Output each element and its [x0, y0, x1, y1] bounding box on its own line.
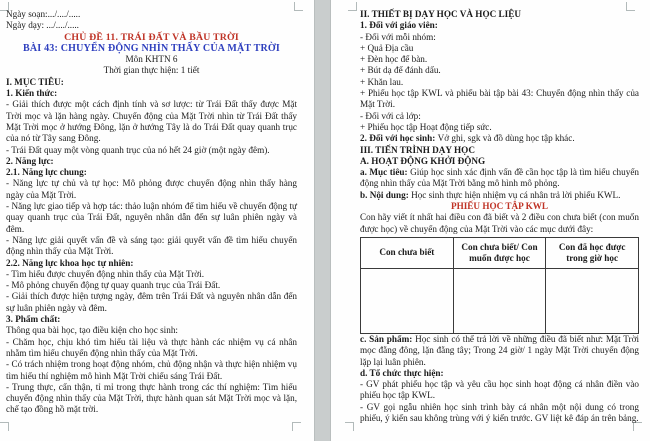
pham-chat-intro: Thông qua bài học, tạo điều kiện cho học sinh: [6, 325, 178, 336]
mon-line: Môn KHTN 6 [125, 54, 178, 65]
heading-thiet-bi: II. THIẾT BỊ DẠY HỌC VÀ HỌC LIỆU [360, 9, 521, 19]
kwl-table [360, 237, 639, 334]
heading-giao-vien: 1. Đối với giáo viên: [360, 20, 438, 31]
heading-nang-luc-chung: 2.1. Năng lực chung: [6, 167, 87, 178]
kien-thuc-item: - Trái Đất quay một vòng quanh trục của nó hết 24 giờ (một ngày đêm). [6, 144, 270, 155]
heading-muc-tieu: I. MỤC TIÊU: [6, 76, 64, 87]
giao-vien-item: + Phiếu học tập KWL và phiếu bài tập bài 43: Chuyển động nhìn thấy của Mặt Trời. [360, 88, 639, 110]
giao-vien-item: - Đối với cả lớp: [360, 110, 421, 121]
document-page-left[interactable] [0, 0, 315, 441]
giao-vien-item: + Phiếu học tập Hoạt động tiếp sức. [360, 121, 492, 132]
ngay-soan-line: Ngày soạn:.../..../..... [6, 9, 81, 19]
kien-thuc-item: - Giải thích được một cách định tính và sơ lược: từ Trái Đất thấy được Mặt Trời mọc và lặn hàng ngày. Chuyển động của Mặt Trời nhìn từ Trái Đất thấy Mặt Trời mọc ở hướng Đông, lặn ở hướng Tây là do Trái Đất quay quanh trục của nó từ Tây sang Đông. [6, 99, 297, 144]
heading-kien-thuc: 1. Kiến thức: [6, 88, 58, 99]
phieu-kwl-description: Con hãy viết ít nhất hai điều con đã biết và 2 điều con chưa biết (con muốn được học) về chuyển động của Mặt Trời vào các mục dưới đây: [360, 212, 639, 234]
heading-to-chuc: d. Tổ chức thực hiện: [360, 367, 444, 378]
noi-dung-line: b. Nội dung: Học sinh thực hiện nhiệm vụ cá nhân trả lời phiếu KWL. [360, 189, 621, 200]
heading-nang-luc: 2. Năng lực: [6, 155, 54, 166]
nang-luc-chung-item: - Năng lực giải quyết vấn đề và sáng tạo: giải quyết vấn đề tìm hiểu chuyển động nhìn thấy của Mặt Trời. [6, 234, 297, 257]
page-corner-mark [0, 422, 9, 431]
heading-pham-chat: 3. Phẩm chất: [6, 314, 61, 325]
heading-khoi-dong: A. HOẠT ĐỘNG KHỞI ĐỘNG [360, 155, 486, 166]
kwl-col-header: Con chưa biết [361, 237, 454, 268]
ngay-day-line: Ngày dạy: .../..../..... [6, 20, 79, 31]
kwl-cell [453, 268, 546, 333]
to-chuc-item: - GV gọi ngẫu nhiên học sinh trình bày cá nhân một nội dung có trong phiếu, ý kiến sau không trùng với ý kiến trước. GV liệt kê đáp án trên bảng. [360, 401, 639, 424]
bai-title: BÀI 43: CHUYỂN ĐỘNG NHÌN THẤY CỦA MẶT TRỜI [23, 42, 280, 54]
phieu-kwl-title: PHIẾU HỌC TẬP KWL [450, 201, 549, 212]
nang-luc-chung-item: - Năng lực giao tiếp và hợp tác: thảo luận nhóm để tìm hiểu về chuyển động tự quay quanh trục của Trái Đất, nguyên nhân dẫn đến sự luân phiên ngày và đêm. [6, 201, 297, 234]
page-corner-mark [348, 2, 357, 11]
to-chuc-item: - GV phát phiếu học tập và yêu cầu học sinh hoạt động cá nhân điền vào phiếu học tập KWL. [360, 379, 639, 401]
page-corner-mark [345, 422, 354, 431]
nang-luc-khtn-item: - Tìm hiểu được chuyển động nhìn thấy của Mặt Trời. [6, 268, 204, 279]
kwl-col-header: Con đã học được trong giờ học [546, 237, 639, 268]
kwl-table-header-row [361, 237, 639, 268]
document-page-right[interactable] [330, 0, 650, 441]
pham-chat-item: - Trung thực, cẩn thận, tỉ mỉ trong thực hành trong các thí nghiệm: Tìm hiểu chuyển động nhìn thấy của Mặt Trời, thực hành quan sát Mặt Trời mọc và lặn, chế tạo đồng hồ mặt trời. [6, 381, 297, 415]
kwl-col-header: Con chưa biết/ Con muốn được học [453, 237, 546, 268]
pham-chat-item: - Có trách nhiệm trong hoạt động nhóm, chủ động nhận và thực hiện nhiệm vụ tìm hiểu thí nghiệm mô hình Mặt Trời chiếu sáng Trái Đất. [6, 359, 297, 381]
muc-tieu-line: a. Mục tiêu: Giúp học sinh xác định vấn đề cần học tập là tìm hiểu chuyển động nhìn thấy của Mặt Trời bằng mô hình mô phỏng. [360, 167, 640, 189]
giao-vien-item: + Khăn lau. [360, 76, 404, 87]
chu-de-title: CHỦ ĐỀ 11. TRÁI ĐẤT VÀ BẦU TRỜI [64, 31, 239, 43]
heading-tien-trinh: III. TIẾN TRÌNH DẠY HỌC [360, 144, 475, 155]
pham-chat-item: - Chăm học, chịu khó tìm hiểu tài liệu và thực hành các nhiệm vụ cá nhân nhằm tìm hiểu chuyển động nhìn thấy của Mặt Trời. [6, 336, 297, 358]
nang-luc-chung-item: - Năng lực tự chủ và tự học: Mô phỏng được chuyển động nhìn thấy hàng ngày của Mặt Trời. [6, 178, 297, 200]
hoc-sinh-line: 2. Đối với học sinh: Vở ghi, sgk và đồ dùng học tập khác. [360, 133, 575, 144]
nang-luc-khtn-item: - Mô phỏng chuyển động tự quay quanh trục của Trái Đất. [6, 280, 221, 291]
nang-luc-khtn-item: - Giải thích được hiện tượng ngày, đêm trên Trái Đất và nguyên nhân dẫn đến sự luân phiên ngày và đêm. [6, 291, 297, 313]
kwl-cell [546, 268, 639, 333]
giao-vien-item: + Bút dạ để đánh dấu. [360, 65, 441, 76]
giao-vien-item: + Quả Địa cầu [360, 42, 414, 53]
page-corner-mark [292, 422, 301, 431]
giao-vien-item: + Đèn học để bàn. [360, 54, 428, 65]
giao-vien-item: - Đối với mỗi nhóm: [360, 31, 436, 42]
kwl-table-row [361, 268, 639, 333]
san-pham-line: c. Sản phẩm: Học sinh có thể trả lời về những điều đã biết như: Mặt Trời mọc đằng đông, lặn đằng tây; Trong 24 giờ/ 1 ngày Mặt Trời chuyển động lặp lại luân phiên. [360, 333, 640, 367]
kwl-cell [361, 268, 454, 333]
heading-nang-luc-khtn: 2.2. Năng lực khoa học tự nhiên: [6, 257, 134, 268]
thoi-gian-line: Thời gian thực hiện: 1 tiết [103, 65, 200, 76]
